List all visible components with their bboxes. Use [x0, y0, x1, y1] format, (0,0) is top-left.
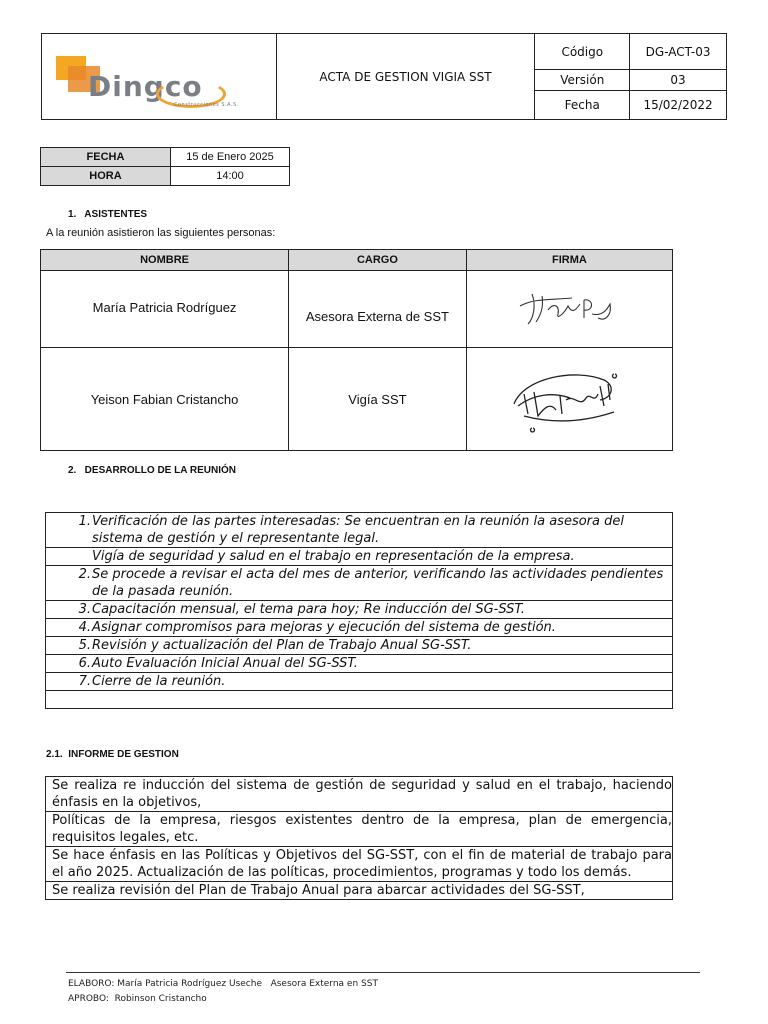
logo-cell	[42, 34, 277, 120]
attendee-name: Yeison Fabian Cristancho	[41, 348, 289, 451]
fecha-value: 15 de Enero 2025	[171, 148, 290, 167]
meeting-datetime-table	[40, 147, 290, 186]
informe-table	[45, 776, 673, 900]
footer-aprobo: APROBO: Robinson Cristancho	[68, 994, 207, 1004]
attendee-row	[41, 348, 673, 451]
attendee-name: María Patricia Rodríguez	[41, 271, 289, 348]
attendee-role: Vigía SST	[289, 348, 467, 451]
version-label: Versión	[535, 70, 630, 90]
col-firma: FIRMA	[466, 250, 672, 271]
list-item: 6. Auto Evaluación Inicial Anual del SG-SST.	[46, 655, 673, 673]
list-item: 3. Capacitación mensual, el tema para hoy; Re inducción del SG-SST.	[46, 601, 673, 619]
fecha-label: FECHA	[41, 148, 171, 167]
signature-image	[514, 284, 624, 334]
col-nombre: NOMBRE	[41, 250, 289, 271]
footer-elaboro: ELABORO: María Patricia Rodríguez Useche Asesora Externa en SST	[68, 979, 378, 989]
company-logo: Dingco Construcciones S.A.S.	[54, 56, 264, 112]
fecha-doc-value: 15/02/2022	[630, 90, 727, 119]
list-item: 5. Revisión y actualización del Plan de Trabajo Anual SG-SST.	[46, 637, 673, 655]
signature-cell	[466, 271, 672, 348]
desarrollo-heading: 2. DESARROLLO DE LA REUNIÓN	[68, 465, 236, 476]
asistentes-intro: A la reunión asistieron las siguientes personas:	[46, 227, 276, 239]
list-item: Vigía de seguridad y salud en el trabajo en representación de la empresa.	[46, 548, 673, 566]
informe-paragraph: Políticas de la empresa, riesgos existentes dentro de la empresa, plan de emergencia, requisitos legales, etc.	[46, 812, 673, 847]
list-item: 2. Se procede a revisar el acta del mes de anterior, verificando las actividades pendientes de la pasada reunión.	[46, 566, 673, 601]
asistentes-heading: 1. ASISTENTES	[68, 209, 148, 220]
hora-value: 14:00	[171, 167, 290, 186]
signature-image	[504, 364, 634, 434]
hora-label: HORA	[41, 167, 171, 186]
agenda-list	[45, 512, 673, 709]
document-title: ACTA DE GESTION VIGIA SST	[276, 34, 535, 120]
attendees-table	[40, 249, 673, 451]
list-item-empty	[46, 691, 673, 709]
attendee-role: Asesora Externa de SST	[289, 271, 467, 348]
footer-divider	[66, 972, 700, 973]
codigo-label: Código	[535, 34, 630, 70]
list-item: 1. Verificación de las partes interesadas: Se encuentran en la reunión la asesora del sistema de gestión y el representante legal.	[46, 513, 673, 548]
informe-heading: 2.1. INFORME DE GESTION	[46, 749, 179, 760]
attendee-row	[41, 271, 673, 348]
informe-paragraph: Se realiza re inducción del sistema de gestión de seguridad y salud en el trabajo, haciendo énfasis en la objetivos,	[46, 777, 673, 812]
fecha-doc-label: Fecha	[535, 90, 630, 119]
version-value: 03	[630, 70, 727, 90]
document-header	[41, 33, 727, 120]
list-item: 7. Cierre de la reunión.	[46, 673, 673, 691]
list-item: 4. Asignar compromisos para mejoras y ejecución del sistema de gestión.	[46, 619, 673, 637]
codigo-value: DG-ACT-03	[630, 34, 727, 70]
informe-paragraph: Se realiza revisión del Plan de Trabajo Anual para abarcar actividades del SG-SST,	[46, 882, 673, 900]
col-cargo: CARGO	[289, 250, 467, 271]
informe-paragraph: Se hace énfasis en las Políticas y Objetivos del SG-SST, con el fin de material de trabajo para el año 2025. Actualización de las políticas, procedimientos, programas y todo los demás.	[46, 847, 673, 882]
signature-cell	[466, 348, 672, 451]
